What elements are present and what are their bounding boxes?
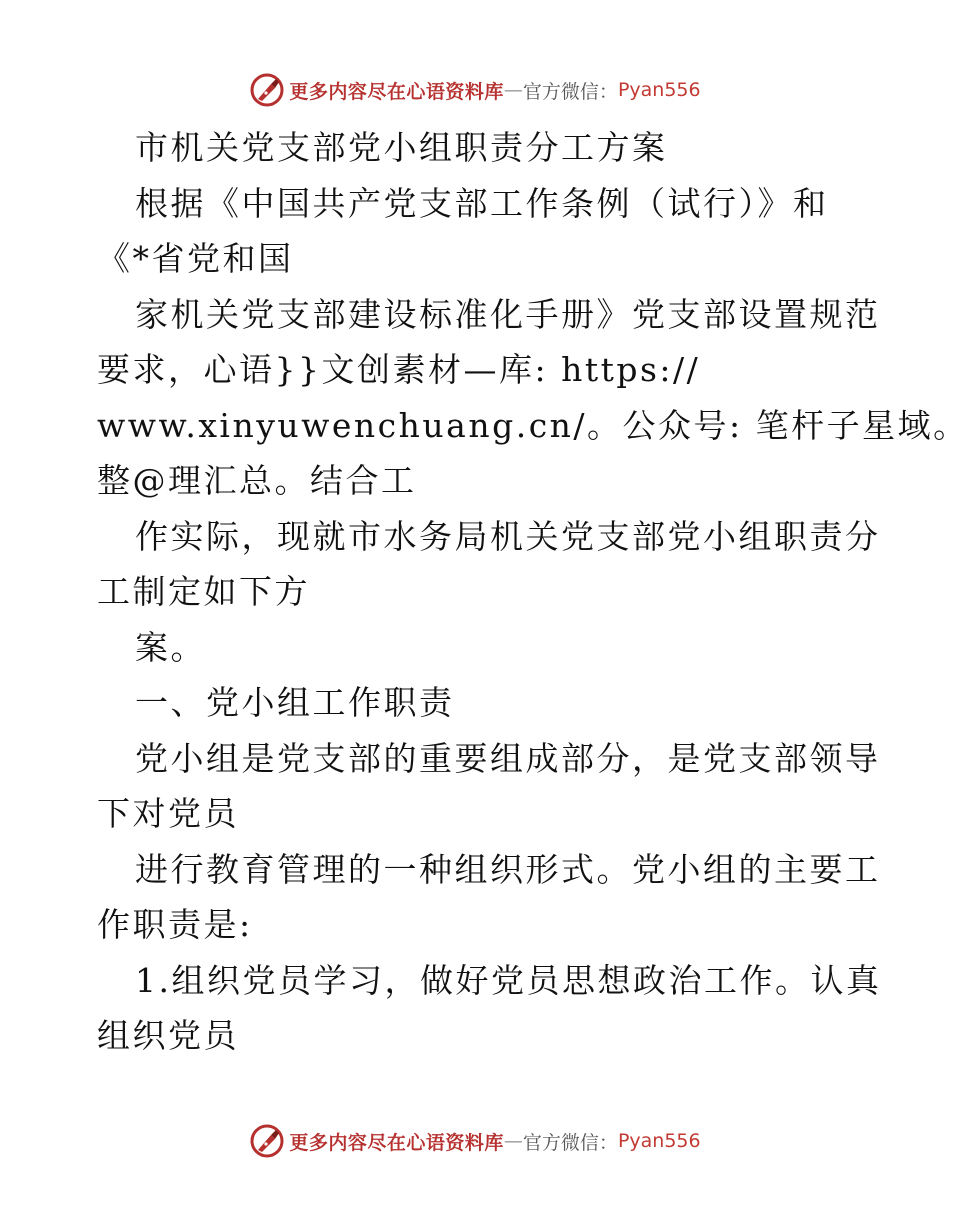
paragraph-line: 整@理汇总。结合工 — [97, 461, 417, 500]
banner-dash: — — [503, 79, 523, 101]
paragraph-line: 下对党员 — [97, 794, 239, 833]
banner-dash: — — [503, 1130, 523, 1152]
banner-wechat-label: 官方微信： — [522, 1131, 618, 1154]
banner-brand-text: 更多内容尽在心语资料库 — [289, 80, 504, 103]
list-item-line: 1.组织党员学习，做好党员思想政治工作。认真 — [135, 960, 882, 1000]
paragraph-line: 家机关党支部建设标准化手册》党支部设置规范 — [135, 294, 881, 334]
paragraph-line: 作职责是: — [97, 905, 253, 944]
paragraph-line: 工制定如下方 — [97, 572, 310, 611]
paragraph-line: 要求，心语}}文创素材—库: https:// — [97, 350, 701, 389]
paragraph-line: 根据《中国共产党支部工作条例（试行）》和 — [135, 183, 829, 223]
header-watermark-banner — [0, 70, 950, 110]
banner-wechat-handle: Pyan556 — [617, 79, 701, 101]
banner-brand-text: 更多内容尽在心语资料库 — [289, 1131, 504, 1154]
footer-watermark-banner — [0, 1121, 950, 1161]
document-title: 市机关党支部党小组职责分工方案 — [135, 128, 668, 167]
section-heading: 一、党小组工作职责 — [135, 683, 455, 722]
paragraph-line: www.xinyuwenchuang.cn/。公众号: 笔杆子星域。 — [97, 405, 969, 445]
paragraph-line: 案。 — [135, 627, 206, 667]
paragraph-line: 《*省党和国 — [97, 239, 294, 278]
paragraph-line: 作实际，现就市水务局机关党支部党小组职责分 — [135, 516, 881, 556]
banner-wechat-label: 官方微信： — [522, 80, 618, 103]
document-body — [97, 120, 969, 1064]
paragraph-line: 组织党员 — [97, 1016, 239, 1055]
paragraph-line: 党小组是党支部的重要组成部分，是党支部领导 — [135, 738, 881, 778]
paragraph-line: 进行教育管理的一种组织形式。党小组的主要工 — [135, 849, 881, 889]
banner-wechat-handle: Pyan556 — [617, 1130, 701, 1152]
pen-nib-circle-icon — [249, 1123, 285, 1159]
pen-nib-circle-icon — [249, 72, 285, 108]
